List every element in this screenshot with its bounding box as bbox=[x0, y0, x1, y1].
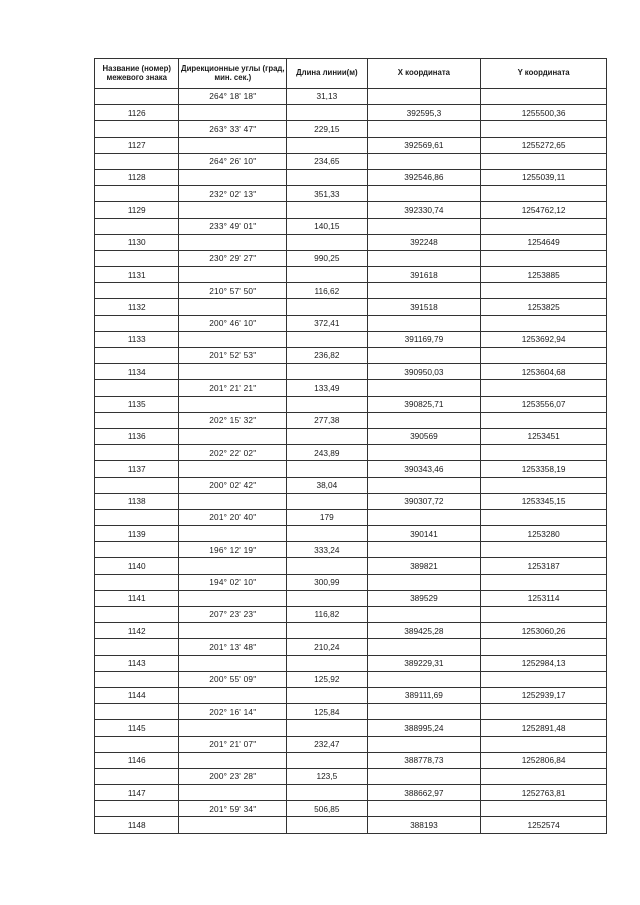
x-coordinate: 390569 bbox=[367, 428, 481, 444]
y-coordinate: 1255500,36 bbox=[481, 105, 607, 121]
line-row bbox=[95, 283, 607, 299]
line-length: 300,99 bbox=[287, 574, 367, 590]
empty-cell bbox=[287, 752, 367, 768]
y-coordinate: 1254762,12 bbox=[481, 202, 607, 218]
empty-cell bbox=[179, 234, 287, 250]
point-row bbox=[95, 558, 607, 574]
line-length: 133,49 bbox=[287, 380, 367, 396]
empty-cell bbox=[287, 299, 367, 315]
point-row bbox=[95, 687, 607, 703]
empty-cell bbox=[367, 121, 481, 137]
empty-cell bbox=[367, 542, 481, 558]
line-row bbox=[95, 380, 607, 396]
y-coordinate: 1253280 bbox=[481, 526, 607, 542]
empty-cell bbox=[367, 704, 481, 720]
x-coordinate: 388778,73 bbox=[367, 752, 481, 768]
empty-cell bbox=[367, 315, 481, 331]
empty-cell bbox=[95, 671, 179, 687]
point-name: 1147 bbox=[95, 785, 179, 801]
direction-angle: 264° 26' 10" bbox=[179, 153, 287, 169]
empty-cell bbox=[287, 234, 367, 250]
empty-cell bbox=[481, 218, 607, 234]
point-row bbox=[95, 720, 607, 736]
y-coordinate: 1254649 bbox=[481, 234, 607, 250]
empty-cell bbox=[481, 380, 607, 396]
y-coordinate: 1253825 bbox=[481, 299, 607, 315]
empty-cell bbox=[95, 607, 179, 623]
empty-cell bbox=[179, 558, 287, 574]
direction-angle: 200° 46' 10" bbox=[179, 315, 287, 331]
line-row bbox=[95, 509, 607, 525]
point-row bbox=[95, 105, 607, 121]
direction-angle: 263° 33' 47" bbox=[179, 121, 287, 137]
point-name: 1148 bbox=[95, 817, 179, 833]
header-point-name: Название (номер) межевого знака bbox=[95, 59, 179, 89]
empty-cell bbox=[179, 105, 287, 121]
point-row bbox=[95, 202, 607, 218]
line-length: 140,15 bbox=[287, 218, 367, 234]
empty-cell bbox=[367, 283, 481, 299]
y-coordinate: 1252763,81 bbox=[481, 785, 607, 801]
empty-cell bbox=[481, 768, 607, 784]
line-length: 229,15 bbox=[287, 121, 367, 137]
line-row bbox=[95, 768, 607, 784]
point-name: 1131 bbox=[95, 267, 179, 283]
empty-cell bbox=[179, 461, 287, 477]
line-length: 125,84 bbox=[287, 704, 367, 720]
empty-cell bbox=[287, 169, 367, 185]
line-length: 232,47 bbox=[287, 736, 367, 752]
empty-cell bbox=[481, 607, 607, 623]
x-coordinate: 392569,61 bbox=[367, 137, 481, 153]
y-coordinate: 1255039,11 bbox=[481, 169, 607, 185]
empty-cell bbox=[287, 590, 367, 606]
x-coordinate: 388995,24 bbox=[367, 720, 481, 736]
point-row bbox=[95, 331, 607, 347]
empty-cell bbox=[95, 283, 179, 299]
empty-cell bbox=[367, 607, 481, 623]
empty-cell bbox=[481, 477, 607, 493]
empty-cell bbox=[367, 348, 481, 364]
empty-cell bbox=[287, 817, 367, 833]
y-coordinate: 1253187 bbox=[481, 558, 607, 574]
empty-cell bbox=[179, 299, 287, 315]
point-name: 1137 bbox=[95, 461, 179, 477]
empty-cell bbox=[367, 412, 481, 428]
empty-cell bbox=[287, 105, 367, 121]
direction-angle: 201° 59' 34" bbox=[179, 801, 287, 817]
line-length: 123,5 bbox=[287, 768, 367, 784]
line-length: 116,62 bbox=[287, 283, 367, 299]
x-coordinate: 390343,46 bbox=[367, 461, 481, 477]
empty-cell bbox=[95, 121, 179, 137]
empty-cell bbox=[481, 801, 607, 817]
header-x-coordinate: X координата bbox=[367, 59, 481, 89]
line-length: 38,04 bbox=[287, 477, 367, 493]
empty-cell bbox=[179, 169, 287, 185]
empty-cell bbox=[367, 445, 481, 461]
y-coordinate: 1252984,13 bbox=[481, 655, 607, 671]
empty-cell bbox=[367, 639, 481, 655]
point-name: 1129 bbox=[95, 202, 179, 218]
x-coordinate: 392248 bbox=[367, 234, 481, 250]
empty-cell bbox=[95, 445, 179, 461]
empty-cell bbox=[367, 380, 481, 396]
x-coordinate: 389425,28 bbox=[367, 623, 481, 639]
line-length: 990,25 bbox=[287, 250, 367, 266]
empty-cell bbox=[481, 671, 607, 687]
line-row bbox=[95, 315, 607, 331]
empty-cell bbox=[95, 639, 179, 655]
empty-cell bbox=[481, 445, 607, 461]
header-line-length: Длина линии(м) bbox=[287, 59, 367, 89]
line-row bbox=[95, 801, 607, 817]
y-coordinate: 1253885 bbox=[481, 267, 607, 283]
empty-cell bbox=[95, 509, 179, 525]
line-row bbox=[95, 607, 607, 623]
header-direction-angle: Дирекционные углы (град, мин. сек.) bbox=[179, 59, 287, 89]
empty-cell bbox=[179, 331, 287, 347]
x-coordinate: 389229,31 bbox=[367, 655, 481, 671]
empty-cell bbox=[481, 89, 607, 105]
empty-cell bbox=[287, 331, 367, 347]
y-coordinate: 1252806,84 bbox=[481, 752, 607, 768]
direction-angle: 201° 13' 48" bbox=[179, 639, 287, 655]
empty-cell bbox=[179, 687, 287, 703]
direction-angle: 194° 02' 10" bbox=[179, 574, 287, 590]
empty-cell bbox=[95, 801, 179, 817]
point-name: 1128 bbox=[95, 169, 179, 185]
empty-cell bbox=[481, 509, 607, 525]
point-name: 1146 bbox=[95, 752, 179, 768]
point-row bbox=[95, 493, 607, 509]
line-length: 243,89 bbox=[287, 445, 367, 461]
empty-cell bbox=[179, 364, 287, 380]
empty-cell bbox=[179, 202, 287, 218]
empty-cell bbox=[481, 250, 607, 266]
line-length: 234,65 bbox=[287, 153, 367, 169]
line-row bbox=[95, 89, 607, 105]
line-length: 351,33 bbox=[287, 186, 367, 202]
y-coordinate: 1252574 bbox=[481, 817, 607, 833]
point-row bbox=[95, 655, 607, 671]
line-row bbox=[95, 348, 607, 364]
x-coordinate: 392546,86 bbox=[367, 169, 481, 185]
empty-cell bbox=[95, 542, 179, 558]
empty-cell bbox=[367, 153, 481, 169]
empty-cell bbox=[95, 89, 179, 105]
direction-angle: 201° 20' 40" bbox=[179, 509, 287, 525]
direction-angle: 207° 23' 23" bbox=[179, 607, 287, 623]
x-coordinate: 388662,97 bbox=[367, 785, 481, 801]
point-row bbox=[95, 234, 607, 250]
empty-cell bbox=[367, 671, 481, 687]
empty-cell bbox=[287, 558, 367, 574]
direction-angle: 201° 21' 07" bbox=[179, 736, 287, 752]
point-row bbox=[95, 169, 607, 185]
direction-angle: 264° 18' 18" bbox=[179, 89, 287, 105]
empty-cell bbox=[287, 428, 367, 444]
empty-cell bbox=[179, 752, 287, 768]
empty-cell bbox=[481, 315, 607, 331]
line-row bbox=[95, 639, 607, 655]
line-row bbox=[95, 153, 607, 169]
point-row bbox=[95, 428, 607, 444]
empty-cell bbox=[95, 768, 179, 784]
empty-cell bbox=[287, 785, 367, 801]
empty-cell bbox=[367, 89, 481, 105]
point-row bbox=[95, 461, 607, 477]
line-row bbox=[95, 250, 607, 266]
point-name: 1140 bbox=[95, 558, 179, 574]
empty-cell bbox=[95, 477, 179, 493]
line-row bbox=[95, 186, 607, 202]
y-coordinate: 1253556,07 bbox=[481, 396, 607, 412]
point-row bbox=[95, 526, 607, 542]
empty-cell bbox=[481, 574, 607, 590]
line-length: 333,24 bbox=[287, 542, 367, 558]
empty-cell bbox=[367, 509, 481, 525]
point-row bbox=[95, 752, 607, 768]
empty-cell bbox=[287, 137, 367, 153]
x-coordinate: 390141 bbox=[367, 526, 481, 542]
point-row bbox=[95, 623, 607, 639]
y-coordinate: 1253604,68 bbox=[481, 364, 607, 380]
direction-angle: 201° 52' 53" bbox=[179, 348, 287, 364]
empty-cell bbox=[95, 348, 179, 364]
y-coordinate: 1253114 bbox=[481, 590, 607, 606]
line-row bbox=[95, 218, 607, 234]
point-name: 1130 bbox=[95, 234, 179, 250]
x-coordinate: 392595,3 bbox=[367, 105, 481, 121]
header-y-coordinate: Y координата bbox=[481, 59, 607, 89]
y-coordinate: 1252939,17 bbox=[481, 687, 607, 703]
empty-cell bbox=[95, 412, 179, 428]
empty-cell bbox=[179, 590, 287, 606]
empty-cell bbox=[95, 186, 179, 202]
empty-cell bbox=[287, 655, 367, 671]
line-length: 116,82 bbox=[287, 607, 367, 623]
empty-cell bbox=[95, 153, 179, 169]
empty-cell bbox=[367, 768, 481, 784]
empty-cell bbox=[367, 477, 481, 493]
point-row bbox=[95, 817, 607, 833]
x-coordinate: 388193 bbox=[367, 817, 481, 833]
empty-cell bbox=[367, 218, 481, 234]
empty-cell bbox=[179, 137, 287, 153]
x-coordinate: 390307,72 bbox=[367, 493, 481, 509]
line-row bbox=[95, 671, 607, 687]
point-name: 1144 bbox=[95, 687, 179, 703]
line-row bbox=[95, 445, 607, 461]
x-coordinate: 391618 bbox=[367, 267, 481, 283]
empty-cell bbox=[287, 364, 367, 380]
empty-cell bbox=[287, 267, 367, 283]
empty-cell bbox=[95, 380, 179, 396]
empty-cell bbox=[481, 153, 607, 169]
empty-cell bbox=[287, 493, 367, 509]
point-row bbox=[95, 396, 607, 412]
line-row bbox=[95, 477, 607, 493]
empty-cell bbox=[287, 396, 367, 412]
direction-angle: 200° 23' 28" bbox=[179, 768, 287, 784]
line-row bbox=[95, 574, 607, 590]
point-row bbox=[95, 299, 607, 315]
empty-cell bbox=[481, 412, 607, 428]
line-length: 506,85 bbox=[287, 801, 367, 817]
point-name: 1135 bbox=[95, 396, 179, 412]
point-row bbox=[95, 267, 607, 283]
empty-cell bbox=[287, 687, 367, 703]
x-coordinate: 390825,71 bbox=[367, 396, 481, 412]
empty-cell bbox=[481, 736, 607, 752]
empty-cell bbox=[179, 428, 287, 444]
empty-cell bbox=[481, 639, 607, 655]
direction-angle: 201° 21' 21" bbox=[179, 380, 287, 396]
empty-cell bbox=[179, 267, 287, 283]
line-row bbox=[95, 412, 607, 428]
empty-cell bbox=[95, 736, 179, 752]
empty-cell bbox=[481, 542, 607, 558]
boundary-coordinates-table bbox=[94, 58, 607, 834]
point-name: 1142 bbox=[95, 623, 179, 639]
empty-cell bbox=[179, 655, 287, 671]
empty-cell bbox=[95, 218, 179, 234]
point-name: 1139 bbox=[95, 526, 179, 542]
empty-cell bbox=[287, 202, 367, 218]
line-row bbox=[95, 704, 607, 720]
line-length: 277,38 bbox=[287, 412, 367, 428]
point-row bbox=[95, 785, 607, 801]
empty-cell bbox=[179, 785, 287, 801]
empty-cell bbox=[287, 526, 367, 542]
point-name: 1134 bbox=[95, 364, 179, 380]
point-name: 1141 bbox=[95, 590, 179, 606]
empty-cell bbox=[179, 493, 287, 509]
empty-cell bbox=[179, 396, 287, 412]
empty-cell bbox=[95, 315, 179, 331]
line-length: 31,13 bbox=[287, 89, 367, 105]
empty-cell bbox=[287, 461, 367, 477]
y-coordinate: 1255272,65 bbox=[481, 137, 607, 153]
empty-cell bbox=[179, 623, 287, 639]
point-row bbox=[95, 137, 607, 153]
point-name: 1133 bbox=[95, 331, 179, 347]
empty-cell bbox=[481, 704, 607, 720]
empty-cell bbox=[287, 623, 367, 639]
point-row bbox=[95, 364, 607, 380]
empty-cell bbox=[367, 801, 481, 817]
point-name: 1143 bbox=[95, 655, 179, 671]
y-coordinate: 1253358,19 bbox=[481, 461, 607, 477]
empty-cell bbox=[95, 250, 179, 266]
empty-cell bbox=[367, 250, 481, 266]
empty-cell bbox=[287, 720, 367, 736]
line-row bbox=[95, 121, 607, 137]
empty-cell bbox=[179, 817, 287, 833]
table-header-row bbox=[95, 59, 607, 89]
empty-cell bbox=[481, 283, 607, 299]
point-name: 1127 bbox=[95, 137, 179, 153]
empty-cell bbox=[481, 348, 607, 364]
point-name: 1126 bbox=[95, 105, 179, 121]
direction-angle: 196° 12' 19" bbox=[179, 542, 287, 558]
direction-angle: 210° 57' 50" bbox=[179, 283, 287, 299]
empty-cell bbox=[95, 574, 179, 590]
direction-angle: 202° 15' 32" bbox=[179, 412, 287, 428]
direction-angle: 200° 55' 09" bbox=[179, 671, 287, 687]
point-name: 1132 bbox=[95, 299, 179, 315]
y-coordinate: 1252891,48 bbox=[481, 720, 607, 736]
x-coordinate: 391518 bbox=[367, 299, 481, 315]
line-length: 125,92 bbox=[287, 671, 367, 687]
empty-cell bbox=[179, 720, 287, 736]
line-length: 210,24 bbox=[287, 639, 367, 655]
empty-cell bbox=[481, 186, 607, 202]
direction-angle: 200° 02' 42" bbox=[179, 477, 287, 493]
x-coordinate: 392330,74 bbox=[367, 202, 481, 218]
line-row bbox=[95, 542, 607, 558]
point-name: 1136 bbox=[95, 428, 179, 444]
line-row bbox=[95, 736, 607, 752]
y-coordinate: 1253345,15 bbox=[481, 493, 607, 509]
y-coordinate: 1253060,26 bbox=[481, 623, 607, 639]
line-length: 179 bbox=[287, 509, 367, 525]
direction-angle: 233° 49' 01" bbox=[179, 218, 287, 234]
direction-angle: 232° 02' 13" bbox=[179, 186, 287, 202]
empty-cell bbox=[367, 736, 481, 752]
empty-cell bbox=[367, 574, 481, 590]
point-row bbox=[95, 590, 607, 606]
y-coordinate: 1253692,94 bbox=[481, 331, 607, 347]
empty-cell bbox=[367, 186, 481, 202]
x-coordinate: 389529 bbox=[367, 590, 481, 606]
x-coordinate: 389821 bbox=[367, 558, 481, 574]
empty-cell bbox=[95, 704, 179, 720]
line-length: 236,82 bbox=[287, 348, 367, 364]
x-coordinate: 389111,69 bbox=[367, 687, 481, 703]
empty-cell bbox=[179, 526, 287, 542]
direction-angle: 202° 22' 02" bbox=[179, 445, 287, 461]
line-length: 372,41 bbox=[287, 315, 367, 331]
y-coordinate: 1253451 bbox=[481, 428, 607, 444]
x-coordinate: 391169,79 bbox=[367, 331, 481, 347]
x-coordinate: 390950,03 bbox=[367, 364, 481, 380]
direction-angle: 230° 29' 27" bbox=[179, 250, 287, 266]
point-name: 1145 bbox=[95, 720, 179, 736]
empty-cell bbox=[481, 121, 607, 137]
point-name: 1138 bbox=[95, 493, 179, 509]
direction-angle: 202° 16' 14" bbox=[179, 704, 287, 720]
